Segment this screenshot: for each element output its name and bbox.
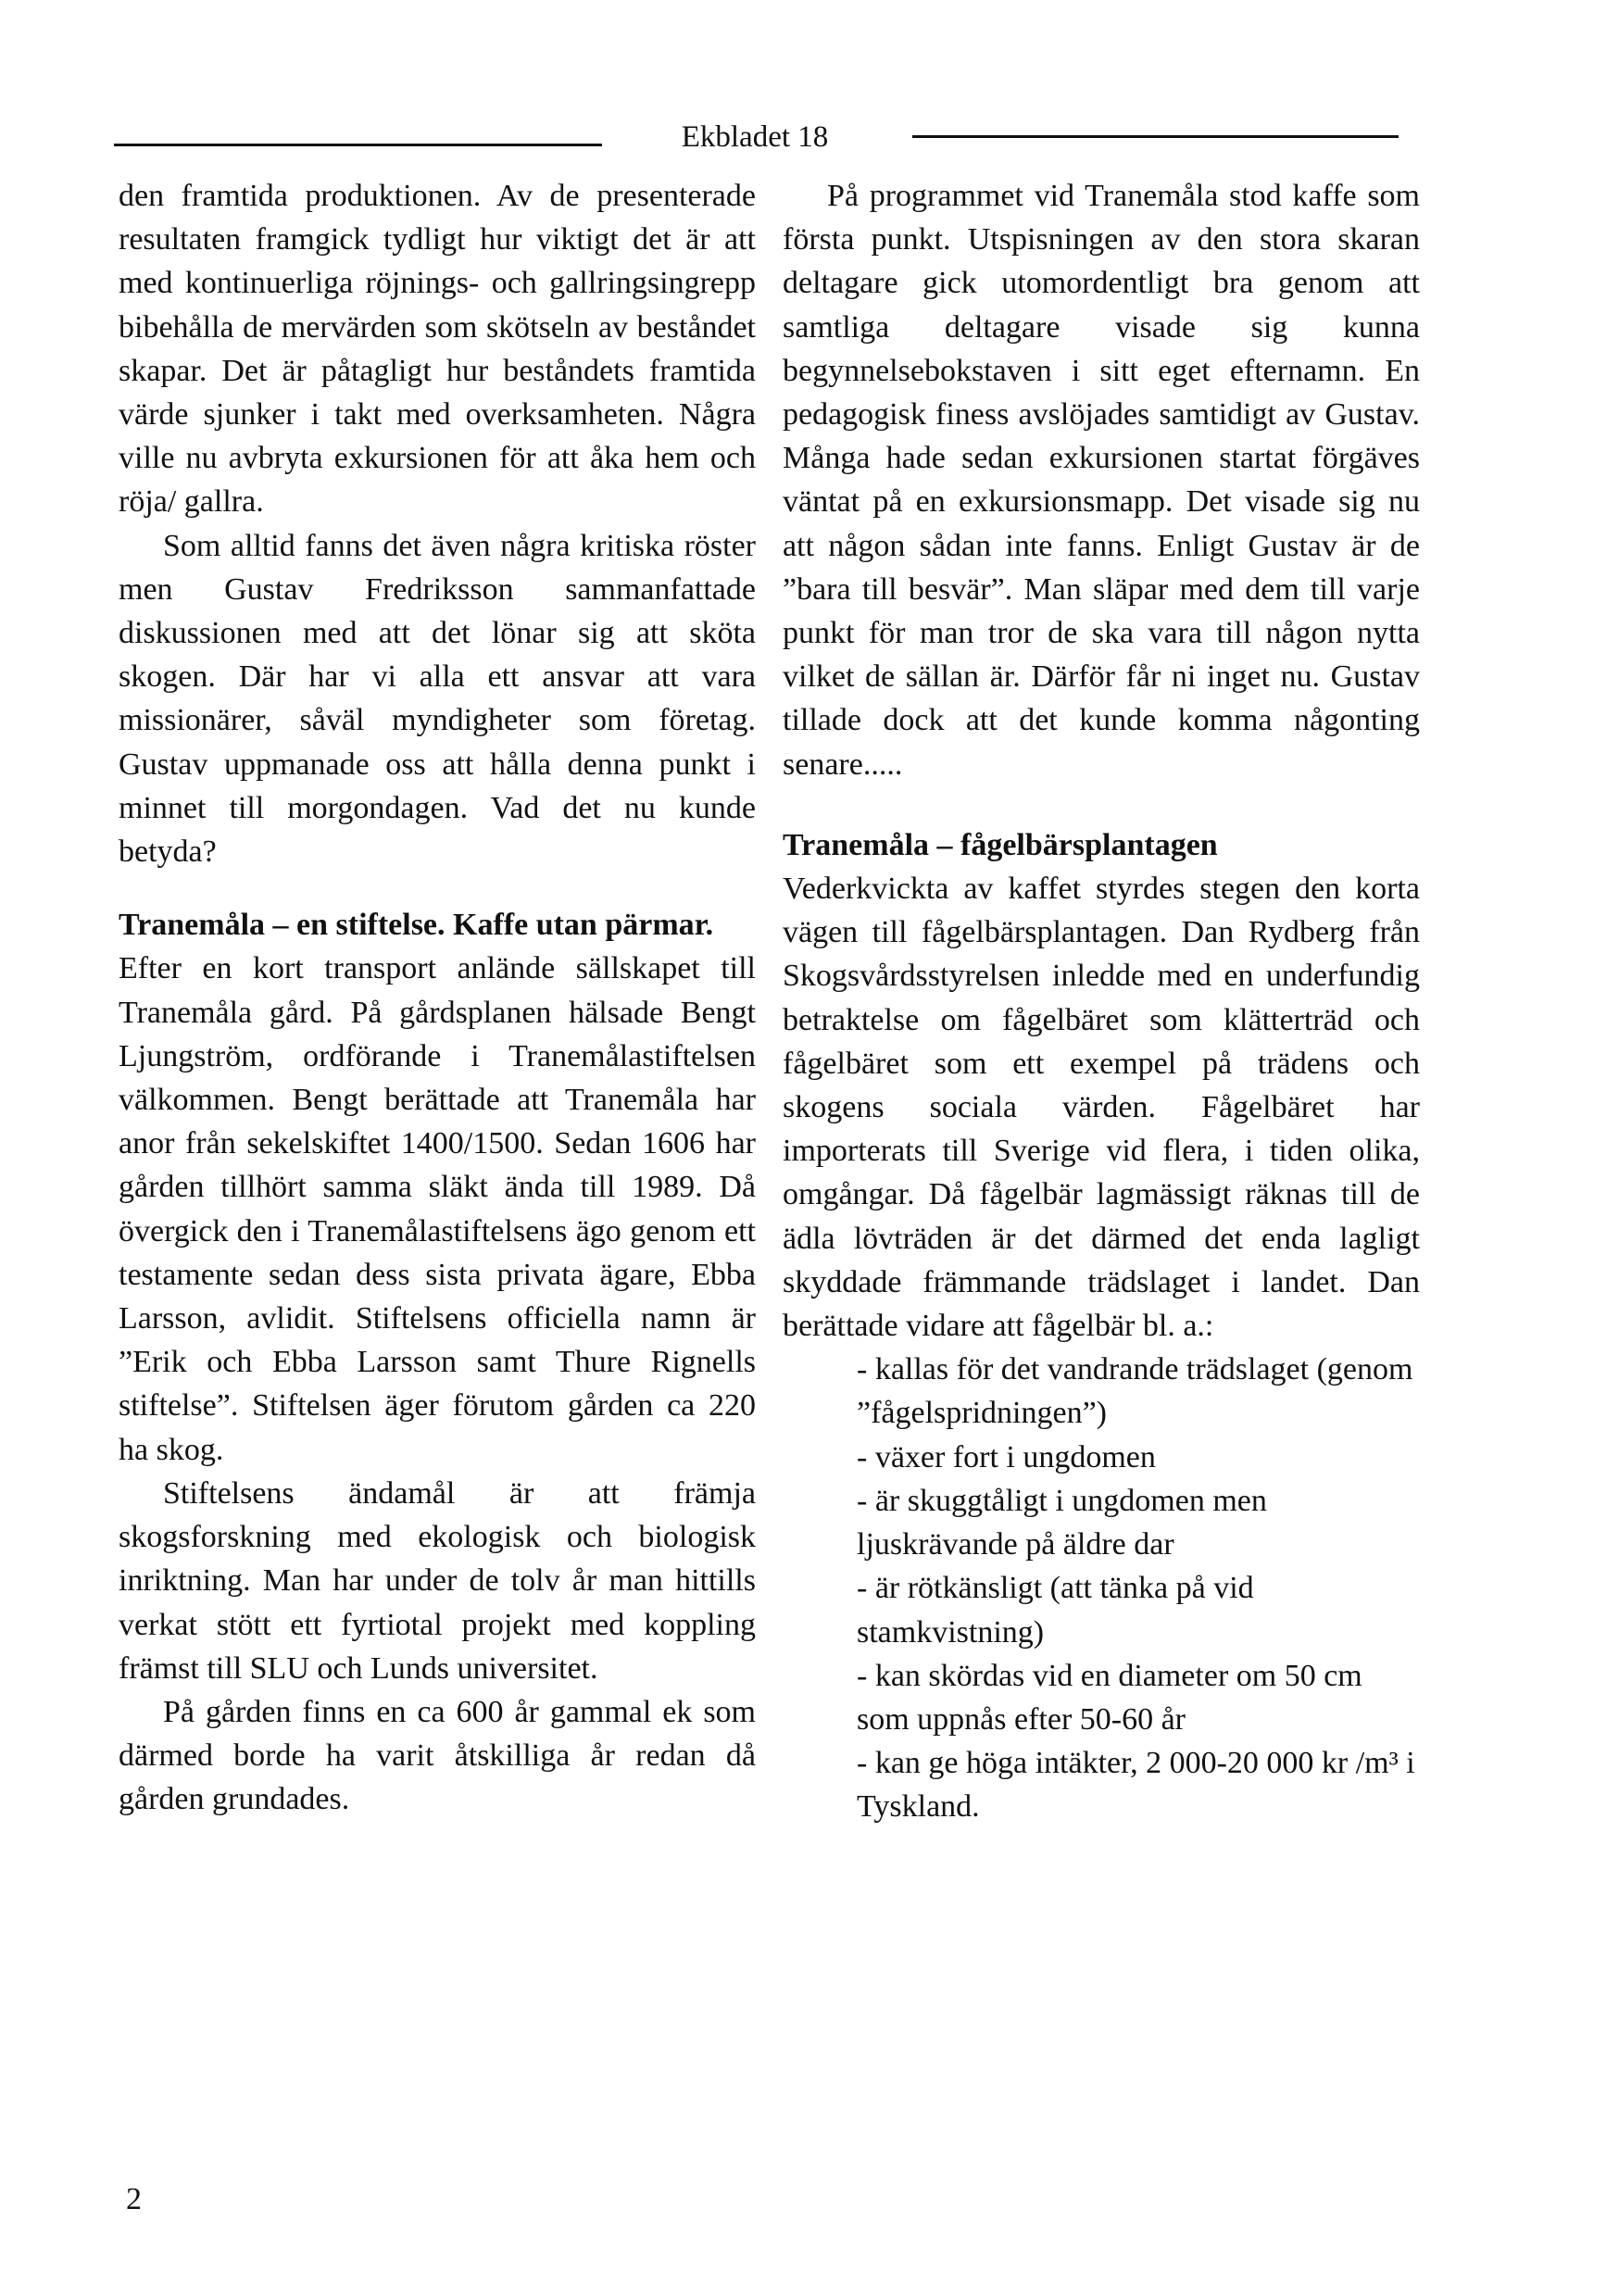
left-column: [119, 174, 756, 1822]
paragraph: Efter en kort transport anlände sällskapet till Tranemåla gård. På gårdsplanen hälsade Bengt Ljungström, ordförande i Tranemålastiftelsen välkommen. Bengt berättade att Tranemåla har anor från sekelskiftet 1400/1500. Sedan 1606 har gården tillhört samma släkt ända till 1989. Då övergick den i Tranemålastiftelsens ägo genom ett testamente sedan dess sista privata ägare, Ebba Larsson, avlidit. Stiftelsens officiella namn är ”Erik och Ebba Larsson samt Thure Rignells stiftelse”. Stiftelsen äger förutom gården ca 220 ha skog.: [119, 951, 756, 1467]
section-heading: Tranemåla – fågelbärsplantagen: [783, 827, 1218, 862]
right-column: [783, 174, 1420, 1829]
paragraph: Som alltid fanns det även några kritiska röster men Gustav Fredriksson sammanfattade diskussionen med att det lönar sig att sköta skogen. Där har vi alla ett ansvar att vara missionärer, såväl myndigheter som företag. Gustav uppmanade oss att hålla denna punkt i minnet till morgondagen. Vad det nu kunde betyda?: [119, 528, 756, 870]
list-item: - kan ge höga intäkter, 2 000-20 000 kr /m³ i Tyskland.: [857, 1746, 1415, 1825]
paragraph: På programmet vid Tranemåla stod kaffe som första punkt. Utspisningen av den stora skaran deltagare gick utomordentligt bra genom att samtliga deltagare visade sig kunna begynnelsebokstaven i sitt eget efternamn. En pedagogisk finess avslöjades samtidigt av Gustav. Många hade sedan exkursionen startat förgäves väntat på en exkursionsmapp. Det visade sig nu att någon sådan inte fanns. Enligt Gustav är de ”bara till besvär”. Man släpar med dem till varje punkt för man tror de ska vara till någon nytta vilket de sällan är. Därför får ni inget nu. Gustav tillade dock att det kunde komma någonting senare.....: [783, 179, 1420, 782]
list-item: - kan skördas vid en diameter om 50 cm som uppnås efter 50-60 år: [857, 1658, 1362, 1737]
paragraph: Stiftelsens ändamål är att främja skogsforskning med ekologisk och biologisk inriktning. Man har under de tolv år man hittills verkat stött ett fyrtiotal projekt med koppling främst till SLU och Lunds universitet.: [119, 1475, 756, 1686]
bullet-list: [857, 1348, 1420, 1828]
header-rule-left: [114, 144, 602, 146]
running-header: Ekbladet 18: [681, 120, 829, 154]
list-item: - är rötkänsligt (att tänka på vid stamkvistning): [857, 1571, 1254, 1650]
header-rule-right: [912, 135, 1399, 138]
page-number: 2: [126, 2182, 142, 2216]
list-item: - växer fort i ungdomen: [857, 1439, 1156, 1474]
paragraph: På gården finns en ca 600 år gammal ek som därmed borde ha varit åtskilliga år redan då gården grundades.: [119, 1694, 756, 1817]
list-item: - kallas för det vandrande trädslaget (genom ”fågelspridningen”): [857, 1352, 1413, 1431]
section-heading: Tranemåla – en stiftelse. Kaffe utan pärmar.: [119, 908, 714, 943]
paragraph: den framtida produktionen. Av de presenterade resultaten framgick tydligt hur viktigt det är att med kontinuerliga röjnings- och gallringsingrepp bibehålla de mervärden som skötseln av beståndet skapar. Det är påtagligt hur beståndets framtida värde sjunker i takt med overksamheten. Några ville nu avbryta exkursionen för att åka hem och röja/ gallra.: [119, 179, 756, 520]
paragraph: Vederkvickta av kaffet styrdes stegen den korta vägen till fågelbärsplantagen. Dan Rydberg från Skogsvårdsstyrelsen inledde med en underfundig betraktelse om fågelbäret som klätterträd och fågelbäret som ett exempel på trädens och skogens sociala värden. Fågelbäret har importerats till Sverige vid flera, i tiden olika, omgångar. Då fågelbär lagmässigt räknas till de ädla lövträden är det därmed det enda lagligt skyddade främmande trädslaget i landet. Dan berättade vidare att fågelbär bl. a.:: [783, 872, 1420, 1344]
list-item: - är skuggtåligt i ungdomen men ljuskrävande på äldre dar: [857, 1483, 1267, 1562]
